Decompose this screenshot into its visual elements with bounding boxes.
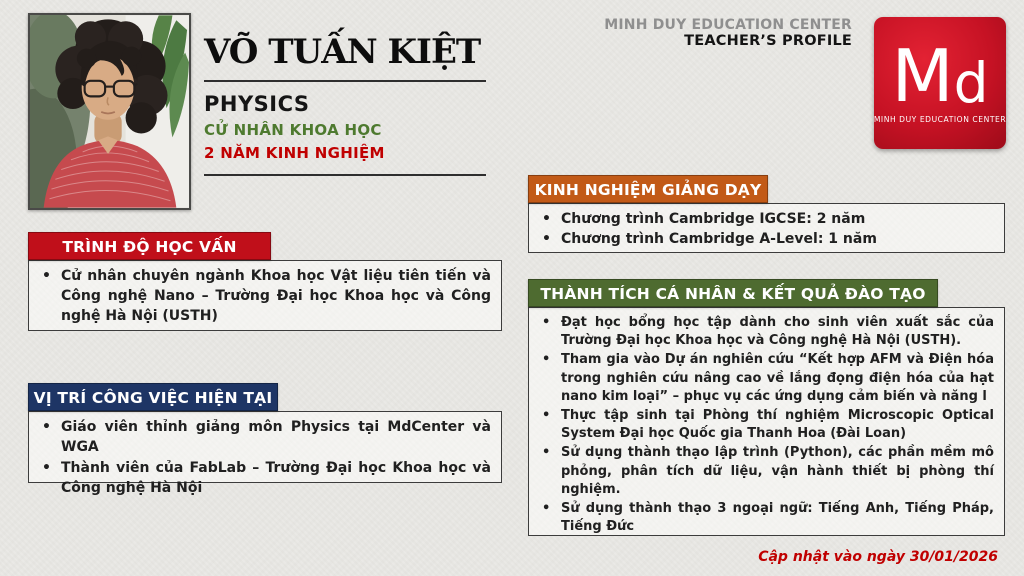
- section-box-teaching-experience: [528, 203, 1005, 253]
- section-header-achievements: THÀNH TÍCH CÁ NHÂN & KẾT QUẢ ĐÀO TẠO: [528, 279, 938, 307]
- education-list: [35, 267, 491, 327]
- logo-letter-m: M: [891, 34, 954, 119]
- center-name: MINH DUY EDUCATION CENTER: [604, 17, 852, 33]
- section-box-achievements: [528, 307, 1005, 536]
- section-box-current-position: [28, 411, 502, 496]
- section-box-education: [28, 260, 502, 331]
- title-block: [204, 30, 486, 176]
- divider: [204, 174, 486, 176]
- teaching-experience-list: [535, 210, 994, 250]
- list-item: • Tham gia vào Dự án nghiên cứu “Kết hợp AFM và Điện hóa trong nghiên cứu nâng cao về lắng đọng điện hóa của hạt nano kim loại” – phục vụ các ứng dụng cảm biến và năng l: [535, 351, 994, 406]
- current-position-list: [35, 418, 491, 499]
- divider: [204, 80, 486, 82]
- achievements-list: [535, 314, 994, 536]
- update-date: Cập nhật vào ngày 30/01/2026: [758, 549, 998, 565]
- list-item: • Đạt học bổng học tập dành cho sinh viên xuất sắc của Trường Đại học Khoa học và Công nghệ Hà Nội (USTH).: [535, 314, 994, 350]
- list-item: • Chương trình Cambridge A-Level: 1 năm: [535, 230, 994, 250]
- list-item: • Thành viên của FabLab – Trường Đại học Khoa học và Công nghệ Hà Nội: [35, 459, 491, 499]
- list-item: • Cử nhân chuyên ngành Khoa học Vật liệu tiên tiến và Công nghệ Nano – Trường Đại học Khoa học và Công nghệ Hà Nội (USTH): [35, 267, 491, 327]
- list-item: • Sử dụng thành thạo lập trình (Python), các phần mềm mô phỏng, phân tích dữ liệu, vận hành thiết bị phòng thí nghiệm.: [535, 444, 994, 499]
- teacher-photo: [28, 13, 191, 210]
- brand-lines: [540, 17, 852, 50]
- teacher-degree: CỬ NHÂN KHOA HỌC: [204, 120, 382, 139]
- portrait-illustration: [30, 15, 189, 208]
- section-header-current-position: VỊ TRÍ CÔNG VIỆC HIỆN TẠI: [28, 383, 278, 411]
- teacher-experience: 2 NĂM KINH NGHIỆM: [204, 143, 385, 162]
- list-item: • Giáo viên thỉnh giảng môn Physics tại MdCenter và WGA: [35, 418, 491, 458]
- teacher-name: VÕ TUẤN KIỆT: [204, 32, 481, 72]
- list-item: • Chương trình Cambridge IGCSE: 2 năm: [535, 210, 994, 230]
- profile-label: TEACHER’S PROFILE: [684, 33, 852, 50]
- list-item: • Sử dụng thành thạo 3 ngoại ngữ: Tiếng Anh, Tiếng Pháp, Tiếng Đức: [535, 500, 994, 536]
- logo-monogram: [891, 34, 989, 119]
- logo-caption: MINH DUY EDUCATION CENTER: [873, 114, 1007, 124]
- section-header-teaching-experience: KINH NGHIỆM GIẢNG DẠY: [528, 175, 768, 203]
- teacher-subject: PHYSICS: [204, 91, 310, 116]
- list-item: • Thực tập sinh tại Phòng thí nghiệm Microscopic Optical System Đại học Quốc gia Thanh Hoa (Đài Loan): [535, 407, 994, 443]
- section-header-education: TRÌNH ĐỘ HỌC VẤN: [28, 232, 271, 260]
- center-logo: [874, 17, 1006, 149]
- logo-letter-d: d: [953, 50, 989, 115]
